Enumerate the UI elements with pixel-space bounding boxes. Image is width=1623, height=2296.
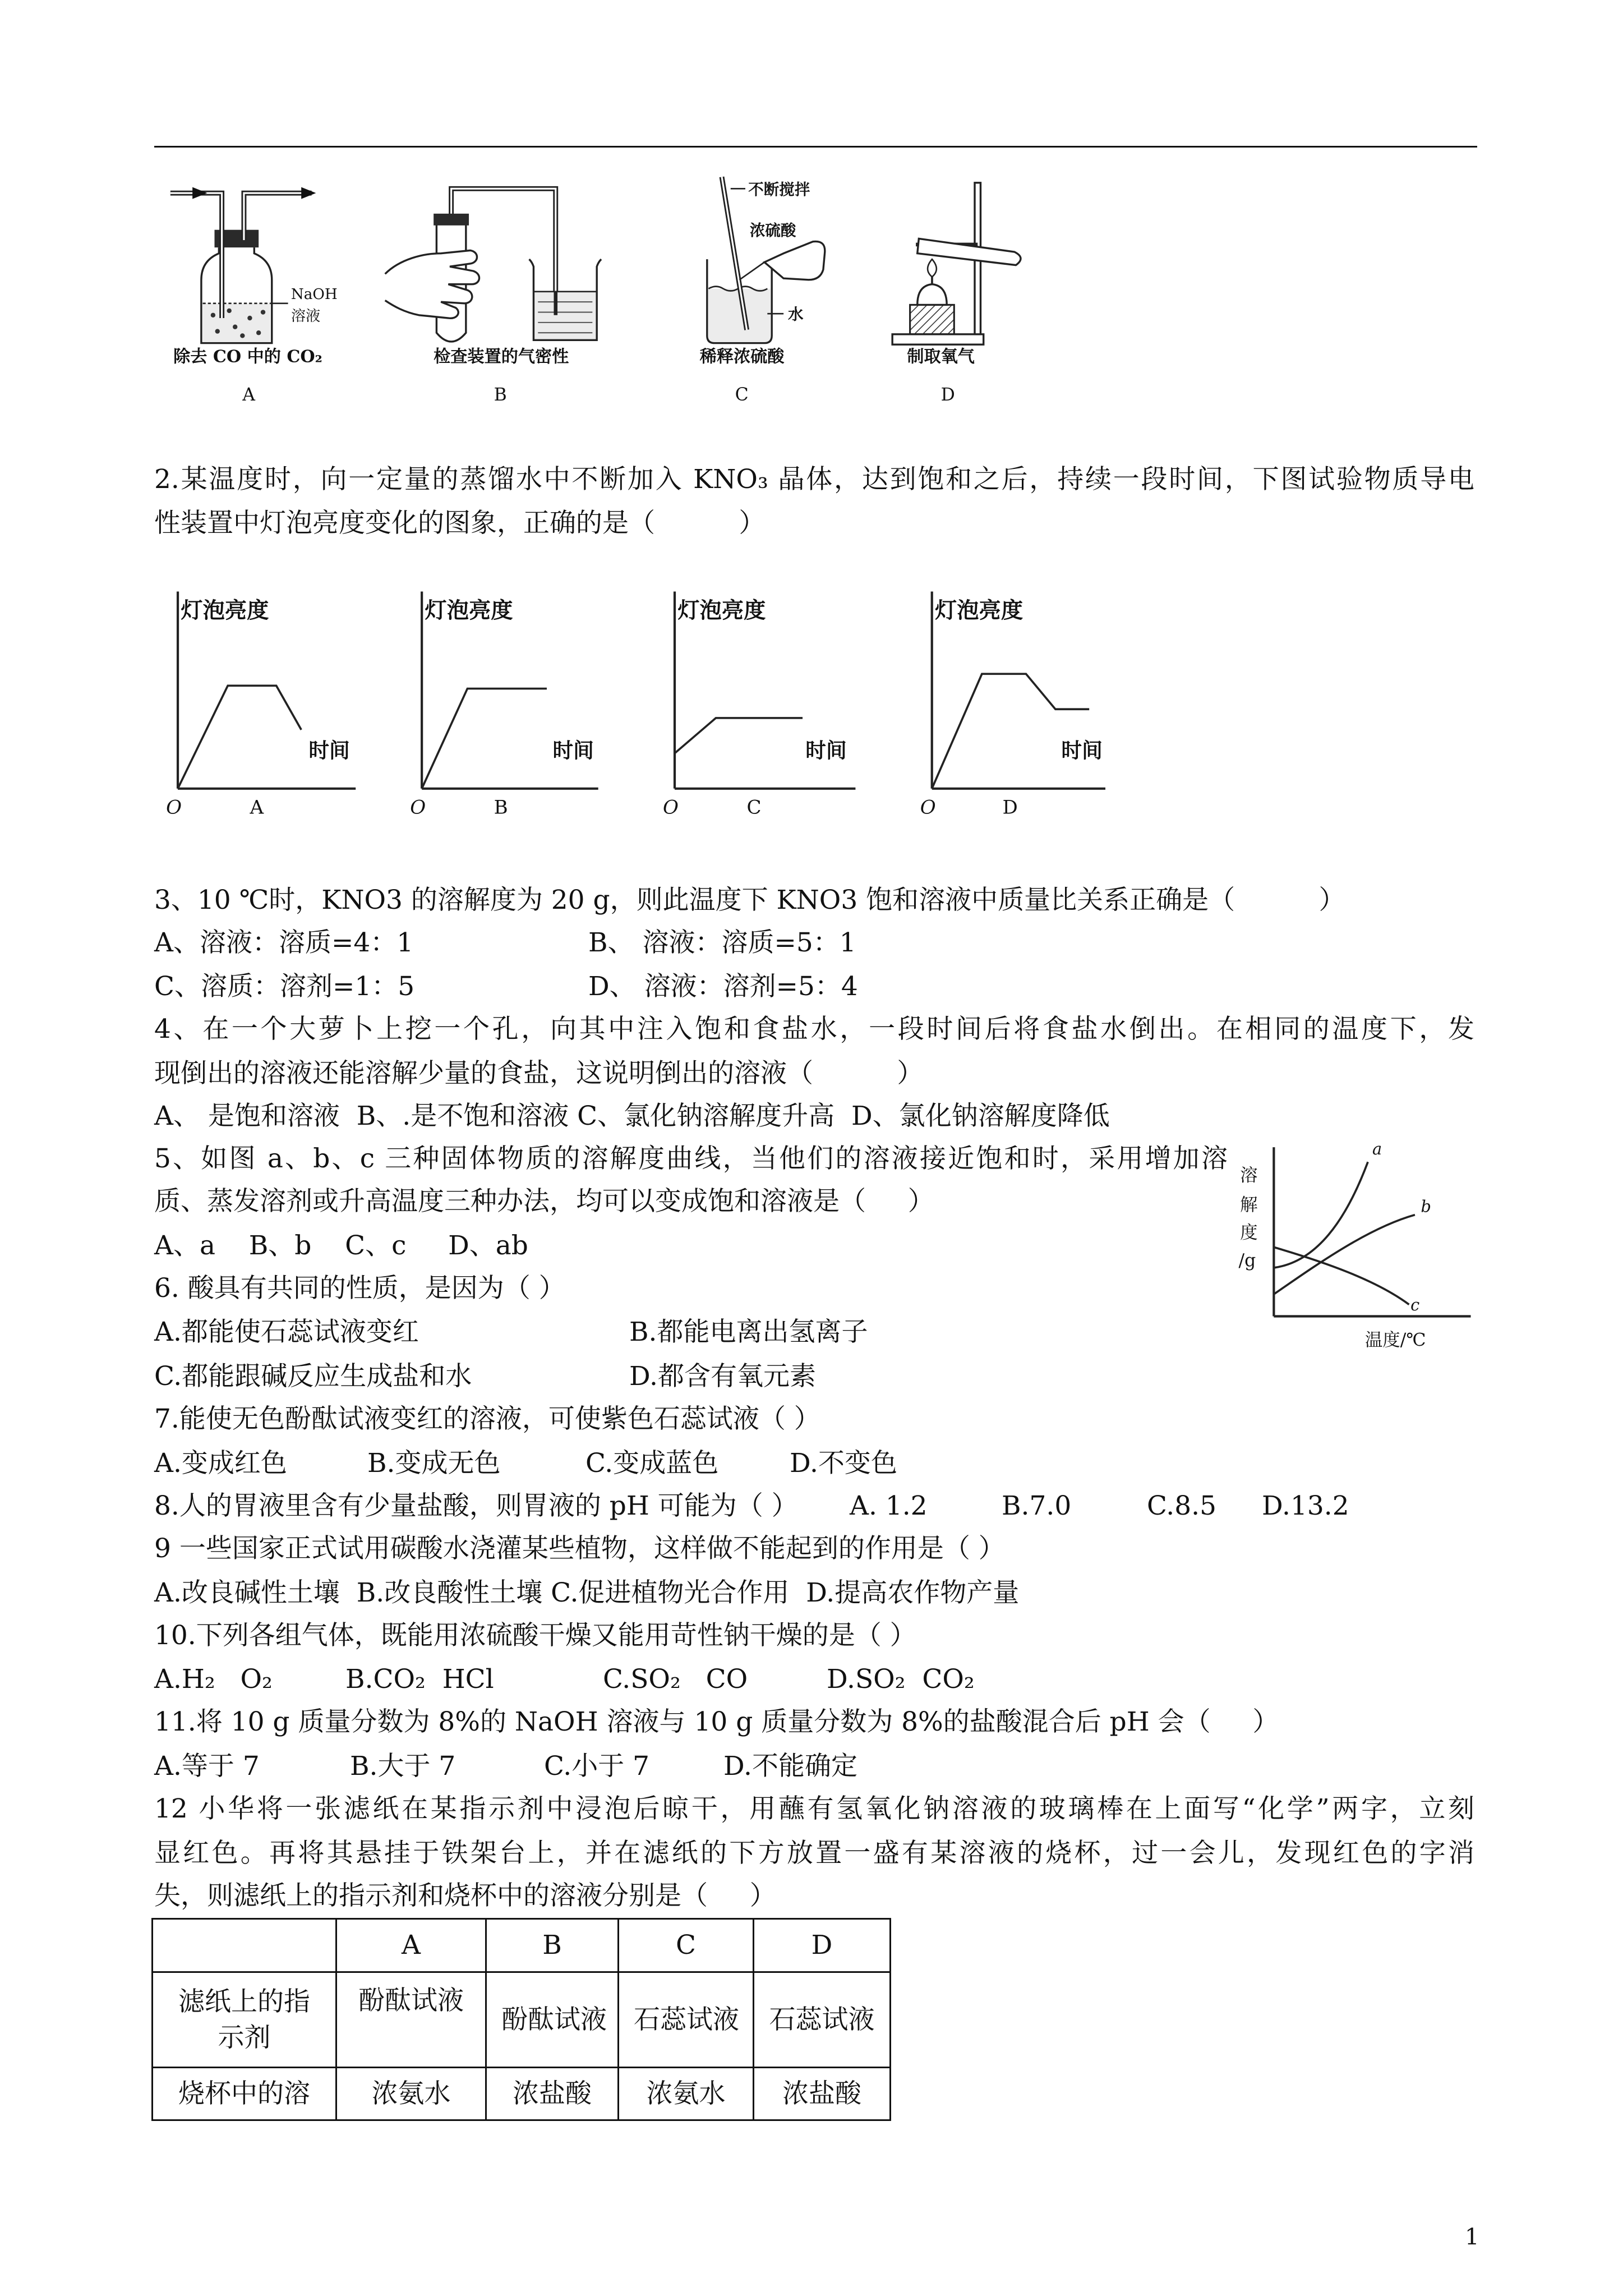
stand-base bbox=[892, 334, 984, 344]
apparatus-d-letter: D bbox=[940, 384, 955, 405]
table-cell: 浓盐酸 bbox=[486, 2068, 619, 2120]
q6-option-c: C.都能跟碱反应生成盐和水 bbox=[154, 1361, 472, 1392]
q3-option-c: C、溶质：溶剂=1：5 bbox=[154, 971, 415, 1002]
table-header-cell: B bbox=[486, 1919, 619, 1972]
graph-a-letter: A bbox=[250, 796, 264, 819]
curve-c bbox=[1274, 1247, 1409, 1304]
table-header-cell: D bbox=[754, 1919, 891, 1972]
stirring-label: 不断搅拌 bbox=[748, 180, 810, 199]
graph-b-curve bbox=[422, 689, 547, 789]
q7-option-d: D.不变色 bbox=[790, 1448, 897, 1479]
q3-option-d: D、 溶液：溶剂=5：4 bbox=[588, 971, 858, 1002]
naoh-solution-label: 溶液 bbox=[291, 308, 321, 325]
water-label: 水 bbox=[788, 305, 804, 324]
solubility-y-label-3: 度 bbox=[1240, 1222, 1258, 1243]
q12-line-2: 显红色。再将其悬挂于铁架台上，并在滤纸的下方放置一盛有某溶液的烧杯，过一会儿，发现红色的字消 bbox=[154, 1838, 1474, 1869]
q2-line-2: 性装置中灯泡亮度变化的图象，正确的是（ ） bbox=[154, 508, 766, 539]
q11-option-a: A.等于 7 bbox=[154, 1751, 260, 1782]
solubility-y-label-1: 溶 bbox=[1240, 1165, 1258, 1186]
q5-options: A、a B、b C、c D、ab bbox=[154, 1230, 528, 1261]
q10-option-d: D.SO₂ CO₂ bbox=[827, 1664, 975, 1695]
q6-option-a: A.都能使石蕊试液变红 bbox=[154, 1317, 419, 1347]
graph-d-curve bbox=[932, 674, 1089, 788]
apparatus-c-letter: C bbox=[735, 384, 749, 405]
conc-acid-label: 浓硫酸 bbox=[749, 222, 796, 240]
solubility-y-label-2: 解 bbox=[1240, 1194, 1258, 1215]
apparatus-figure bbox=[154, 169, 1029, 412]
apparatus-a-caption: 除去 CO 中的 CO₂ bbox=[173, 347, 322, 367]
table-header-row bbox=[153, 1919, 891, 1972]
q12-answer-table bbox=[151, 1918, 891, 2121]
graph-a-origin: O bbox=[166, 796, 182, 819]
graph-d-y-label: 灯泡亮度 bbox=[934, 597, 1023, 624]
q10-stem: 10.下列各组气体，既能用浓硫酸干燥又能用苛性钠干燥的是（ ） bbox=[154, 1620, 916, 1651]
graph-c-y-label: 灯泡亮度 bbox=[677, 597, 766, 624]
q4-line-2: 现倒出的溶液还能溶解少量的食盐，这说明倒出的溶液（ ） bbox=[154, 1058, 924, 1089]
inlet-arrow-icon bbox=[192, 187, 207, 199]
q9-options: A.改良碱性土壤 B.改良酸性土壤 C.促进植物光合作用 D.提高农作物产量 bbox=[154, 1577, 1020, 1608]
q8-option-d: D.13.2 bbox=[1262, 1490, 1349, 1521]
q6-option-b: B.都能电离出氢离子 bbox=[629, 1317, 868, 1347]
graph-c-curve bbox=[675, 718, 803, 753]
solubility-x-label: 温度/℃ bbox=[1364, 1329, 1426, 1350]
acid-stream bbox=[739, 262, 764, 279]
apparatus-d bbox=[892, 183, 1021, 405]
q3-option-b: B、 溶液：溶质=5：1 bbox=[588, 927, 856, 958]
q10-option-b: B.CO₂ HCl bbox=[345, 1664, 494, 1695]
table-header-cell: A bbox=[336, 1919, 486, 1972]
q4-line-1: 4、在一个大萝卜上挖一个孔，向其中注入饱和食盐水，一段时间后将食盐水倒出。在相同的温度下，发 bbox=[154, 1014, 1474, 1045]
brightness-graphs bbox=[147, 581, 1117, 831]
table-cell: 酚酞试液 bbox=[336, 1972, 486, 2068]
acid-bottle bbox=[764, 241, 825, 279]
graph-a-curve bbox=[178, 685, 301, 788]
q10-option-a: A.H₂ O₂ bbox=[154, 1664, 273, 1695]
flame-icon bbox=[928, 259, 937, 277]
q7-option-b: B.变成无色 bbox=[367, 1448, 501, 1479]
q11-option-d: D.不能确定 bbox=[723, 1751, 857, 1782]
graph-d-origin: O bbox=[920, 796, 936, 819]
q11-stem: 11.将 10 g 质量分数为 8%的 NaOH 溶液与 10 g 质量分数为 8%的盐酸混合后 pH 会（ ） bbox=[154, 1706, 1279, 1737]
q10-option-c: C.SO₂ CO bbox=[603, 1664, 748, 1695]
table-cell: 浓氨水 bbox=[336, 2068, 486, 2120]
table-cell: 石蕊试液 bbox=[754, 1972, 891, 2068]
graph-a-y-label: 灯泡亮度 bbox=[181, 597, 269, 624]
graph-a-x-label: 时间 bbox=[308, 738, 350, 763]
apparatus-b-letter: B bbox=[494, 384, 507, 405]
graph-b-y-label: 灯泡亮度 bbox=[425, 597, 513, 624]
q7-stem: 7.能使无色酚酞试液变红的溶液，可使紫色石蕊试液（ ） bbox=[154, 1404, 820, 1434]
graph-b-x-label: 时间 bbox=[552, 738, 594, 763]
q7-option-c: C.变成蓝色 bbox=[585, 1448, 719, 1479]
table-header-cell: C bbox=[619, 1919, 754, 1972]
q6-option-d: D.都含有氧元素 bbox=[629, 1361, 816, 1392]
apparatus-d-caption: 制取氧气 bbox=[907, 347, 975, 367]
q5-line-2: 质、蒸发溶剂或升高温度三种办法，均可以变成饱和溶液是（ ） bbox=[154, 1186, 934, 1217]
q5-line-1: 5、如图 a、b、c 三种固体物质的溶解度曲线，当他们的溶液接近饱和时，采用增加溶 bbox=[154, 1143, 1228, 1174]
apparatus-c bbox=[699, 177, 825, 405]
table-row bbox=[153, 1972, 891, 2068]
apparatus-c-caption: 稀释浓硫酸 bbox=[699, 347, 785, 367]
test-tube-stopper bbox=[434, 214, 469, 226]
q11-option-c: C.小于 7 bbox=[544, 1751, 650, 1782]
apparatus-a bbox=[170, 187, 338, 405]
table-row-label: 烧杯中的溶 bbox=[153, 2068, 336, 2120]
table-cell: 酚酞试液 bbox=[486, 1972, 619, 2068]
graph-c-origin: O bbox=[663, 796, 679, 819]
q9-stem: 9 一些国家正式试用碳酸水浇灌某些植物，这样做不能起到的作用是（ ） bbox=[154, 1533, 1005, 1564]
table-row-label: 滤纸上的指示剂 bbox=[153, 1972, 336, 2068]
q6-stem: 6. 酸具有共同的性质，是因为（ ） bbox=[154, 1273, 565, 1304]
q8-option-c: C.8.5 bbox=[1147, 1490, 1216, 1521]
q8-option-a: A. 1.2 bbox=[850, 1490, 928, 1521]
graph-c bbox=[663, 592, 855, 819]
q11-option-b: B.大于 7 bbox=[350, 1751, 456, 1782]
graph-b bbox=[410, 592, 598, 819]
graph-d-letter: D bbox=[1002, 796, 1018, 819]
curve-c-label: c bbox=[1410, 1295, 1420, 1314]
q8-option-b: B.7.0 bbox=[1002, 1490, 1072, 1521]
apparatus-b-caption: 检查装置的气密性 bbox=[434, 347, 569, 367]
graph-d-x-label: 时间 bbox=[1061, 738, 1103, 763]
alcohol-lamp bbox=[917, 284, 947, 305]
q8-stem: 8.人的胃液里含有少量盐酸，则胃液的 pH 可能为（ ） bbox=[154, 1490, 798, 1521]
q2-line-1: 2.某温度时，向一定量的蒸馏水中不断加入 KNO₃ 晶体，达到饱和之后，持续一段时间，下图试验物质导电 bbox=[154, 464, 1474, 495]
naoh-solution-liquid bbox=[203, 303, 271, 342]
q4-options: A、 是饱和溶液 B、.是不饱和溶液 C、氯化钠溶解度升高 D、氯化钠溶解度降低 bbox=[154, 1101, 1110, 1131]
table-header-cell bbox=[153, 1919, 336, 1972]
table-cell: 石蕊试液 bbox=[619, 1972, 754, 2068]
header-rule bbox=[154, 146, 1477, 148]
graph-b-origin: O bbox=[410, 796, 426, 819]
table-row bbox=[153, 2068, 891, 2120]
lamp-block bbox=[910, 305, 955, 334]
q3-stem: 3、10 ℃时，KNO3 的溶解度为 20 g，则此温度下 KNO3 饱和溶液中质量比关系正确是（ ） bbox=[154, 885, 1345, 915]
solubility-curve-figure bbox=[1235, 1140, 1486, 1353]
graph-a bbox=[166, 592, 356, 819]
apparatus-b bbox=[385, 188, 601, 405]
curve-b-label: b bbox=[1421, 1197, 1431, 1216]
graph-c-letter: C bbox=[746, 796, 762, 819]
graph-b-letter: B bbox=[494, 796, 508, 819]
naoh-label: NaOH bbox=[291, 286, 338, 303]
table-cell: 浓氨水 bbox=[619, 2068, 754, 2120]
graph-c-x-label: 时间 bbox=[805, 738, 847, 763]
graph-d bbox=[920, 592, 1105, 819]
q7-option-a: A.变成红色 bbox=[154, 1448, 287, 1479]
q12-line-1: 12 小华将一张滤纸在某指示剂中浸泡后晾干，用蘸有氢氧化钠溶液的玻璃棒在上面写“化学”两字，立刻 bbox=[154, 1793, 1474, 1824]
q12-line-3: 失，则滤纸上的指示剂和烧杯中的溶液分别是（ ） bbox=[154, 1880, 776, 1911]
curve-a-label: a bbox=[1372, 1140, 1382, 1159]
table-cell: 浓盐酸 bbox=[754, 2068, 891, 2120]
q3-option-a: A、溶液：溶质=4：1 bbox=[154, 927, 414, 958]
page-number: 1 bbox=[1465, 2224, 1479, 2250]
apparatus-a-letter: A bbox=[242, 384, 256, 405]
solubility-y-label-4: /g bbox=[1238, 1250, 1256, 1271]
outlet-arrow-icon bbox=[301, 187, 316, 199]
